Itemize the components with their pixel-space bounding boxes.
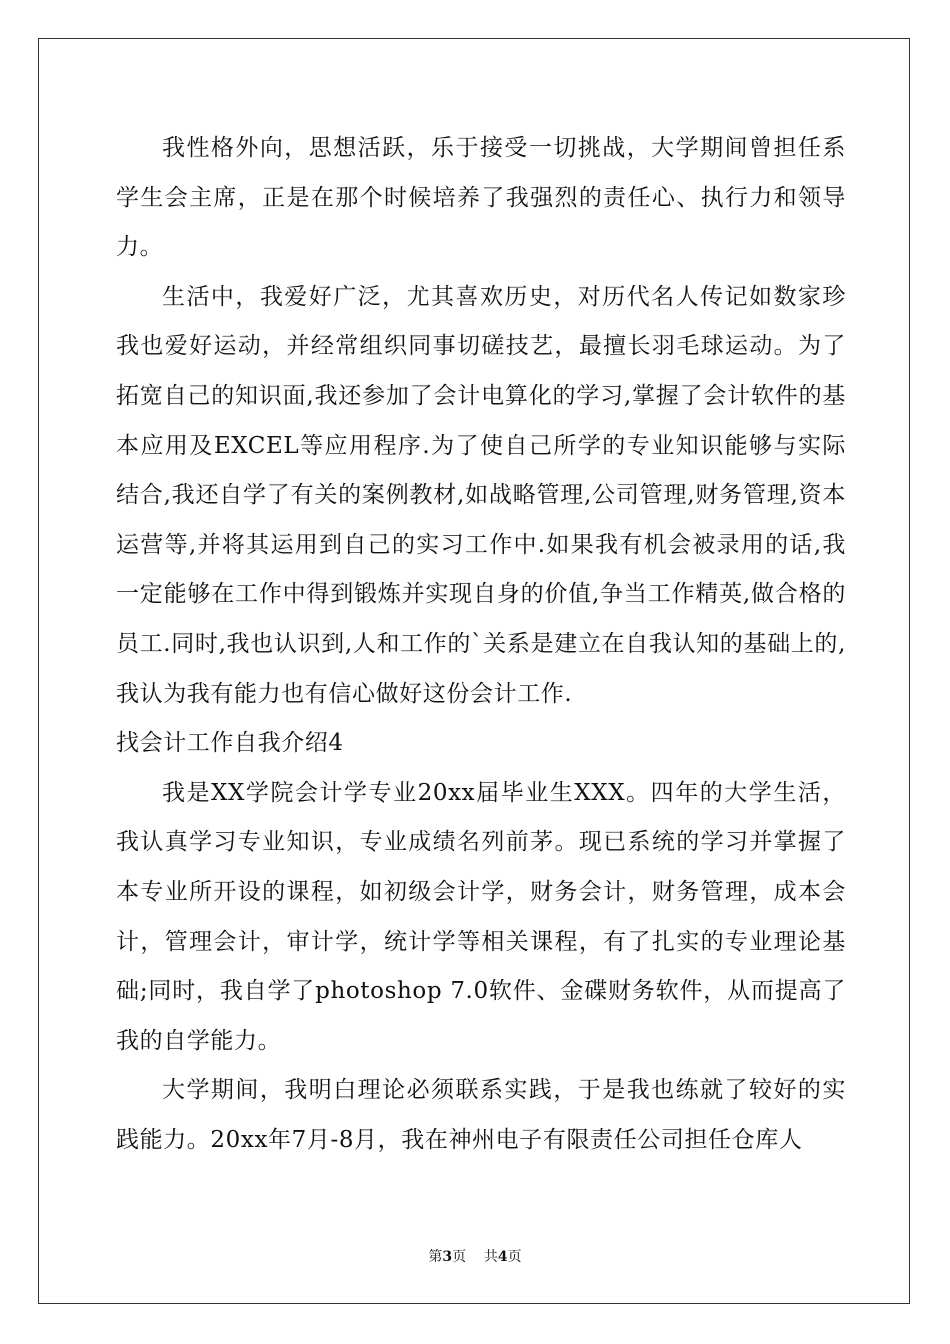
footer-mid: 页 共 — [452, 1249, 498, 1265]
paragraph-education: 我是XX学院会计学专业20xx届毕业生XXX。四年的大学生活，我认真学习专业知识，专业成绩名列前茅。现已系统的学习并掌握了本专业所开设的课程，如初级会计学，财务会计，财务管理，成本会计，管理会计，审计学，统计学等相关课程，有了扎实的专业理论基础;同时，我自学了photoshop 7.0软件、金碟财务软件，从而提高了我的自学能力。 — [116, 779, 846, 1054]
paragraph-practice: 大学期间，我明白理论必须联系实践，于是我也练就了较好的实践能力。20xx年7月-8月，我在神州电子有限责任公司担任仓库人 — [116, 1077, 846, 1153]
footer-total-pages: 4 — [497, 1249, 508, 1265]
footer-prefix: 第 — [428, 1249, 443, 1265]
paragraph-personality: 我性格外向，思想活跃，乐于接受一切挑战，大学期间曾担任系学生会主席，正是在那个时候培养了我强烈的责任心、执行力和领导力。 — [116, 135, 846, 261]
document-body — [116, 124, 846, 1165]
footer-page-number: 3 — [442, 1249, 453, 1265]
footer-suffix: 页 — [507, 1249, 522, 1265]
page-footer — [0, 1246, 950, 1266]
paragraph-hobbies: 生活中，我爱好广泛，尤其喜欢历史，对历代名人传记如数家珍我也爱好运动，并经常组织同事切磋技艺，最擅长羽毛球运动。为了拓宽自己的知识面,我还参加了会计电算化的学习,掌握了会计软件的基本应用及EXCEL等应用程序.为了使自己所学的专业知识能够与实际结合,我还自学了有关的案例教材,如战略管理,公司管理,财务管理,资本运营等,并将其运用到自己的实习工作中.如果我有机会被录用的话,我一定能够在工作中得到锻炼并实现自身的价值,争当工作精英,做合格的员工.同时,我也认识到,人和工作的`关系是建立在自我认知的基础上的,我认为我有能力也有信心做好这份会计工作. — [116, 283, 846, 707]
section-heading: 找会计工作自我介绍4 — [116, 730, 344, 757]
